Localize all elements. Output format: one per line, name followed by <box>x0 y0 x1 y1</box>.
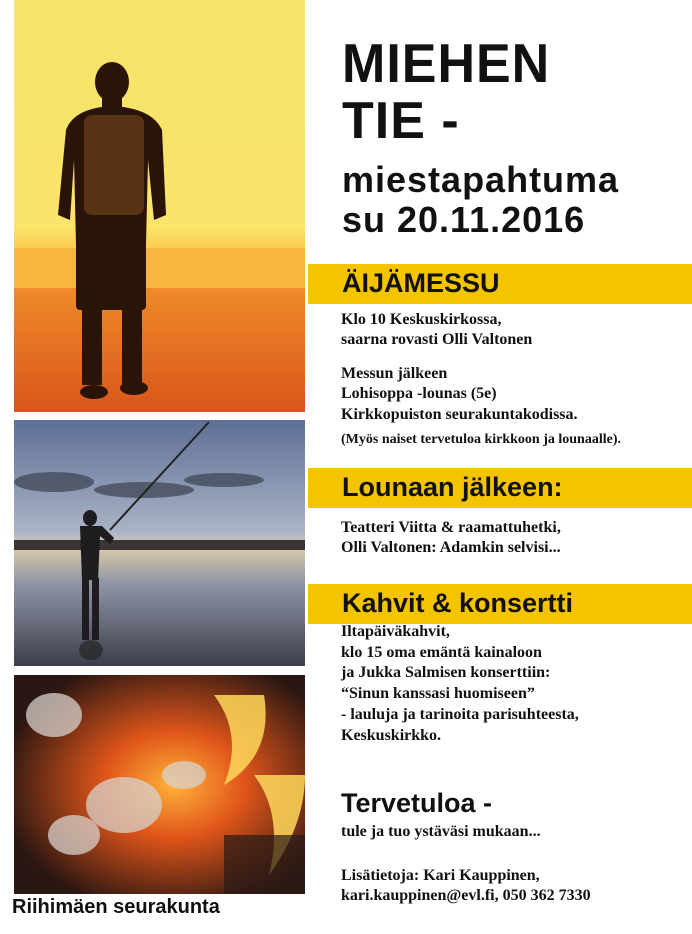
title-date: su 20.11.2016 <box>342 199 586 240</box>
body-text: Keskuskirkko. <box>341 727 442 744</box>
body-text: klo 15 oma emäntä kainaloon <box>341 644 542 661</box>
body-text: “Sinun kanssasi huomiseen” <box>341 685 535 702</box>
section-band-aijamessu <box>308 264 692 304</box>
body-text: Iltapäiväkahvit, <box>341 623 450 640</box>
section-heading: ÄIJÄMESSU <box>342 268 500 298</box>
contact-text: Lisätietoja: Kari Kauppinen, <box>341 867 540 884</box>
body-text: tule ja tuo ystäväsi mukaan... <box>341 823 541 840</box>
section-heading: Kahvit & konsertti <box>342 588 574 618</box>
contact-text: kari.kauppinen@evl.fi, 050 362 7330 <box>341 887 591 904</box>
section-heading: Lounaan jälkeen: <box>342 472 563 502</box>
title-line-3: miestapahtuma <box>342 159 620 200</box>
title-line-2: TIE - <box>342 92 460 150</box>
body-text: Klo 10 Keskuskirkossa, <box>341 311 502 328</box>
body-text: saarna rovasti Olli Valtonen <box>341 331 533 348</box>
welcome-heading: Tervetuloa - <box>341 788 493 818</box>
note-text: (Myös naiset tervetuloa kirkkoon ja lounaalle). <box>341 432 621 447</box>
photo-man-at-beach <box>14 0 305 412</box>
photo-campfire <box>14 675 305 894</box>
section-band-kahvit <box>308 584 692 624</box>
organization-name: Riihimäen seurakunta <box>12 896 220 918</box>
body-text: - lauluja ja tarinoita parisuhteesta, <box>341 706 579 723</box>
photo-fisherman-at-lake <box>14 420 305 666</box>
body-text: Lohisoppa -lounas (5e) <box>341 385 497 402</box>
body-text: Messun jälkeen <box>341 365 448 382</box>
title-line-1: MIEHEN <box>342 33 551 95</box>
body-text: Olli Valtonen: Adamkin selvisi... <box>341 539 561 556</box>
body-text: Kirkkopuiston seurakuntakodissa. <box>341 406 578 423</box>
body-text: Teatteri Viitta & raamattuhetki, <box>341 519 561 536</box>
body-text: ja Jukka Salmisen konserttiin: <box>341 664 551 681</box>
section-band-lounaan <box>308 468 692 508</box>
